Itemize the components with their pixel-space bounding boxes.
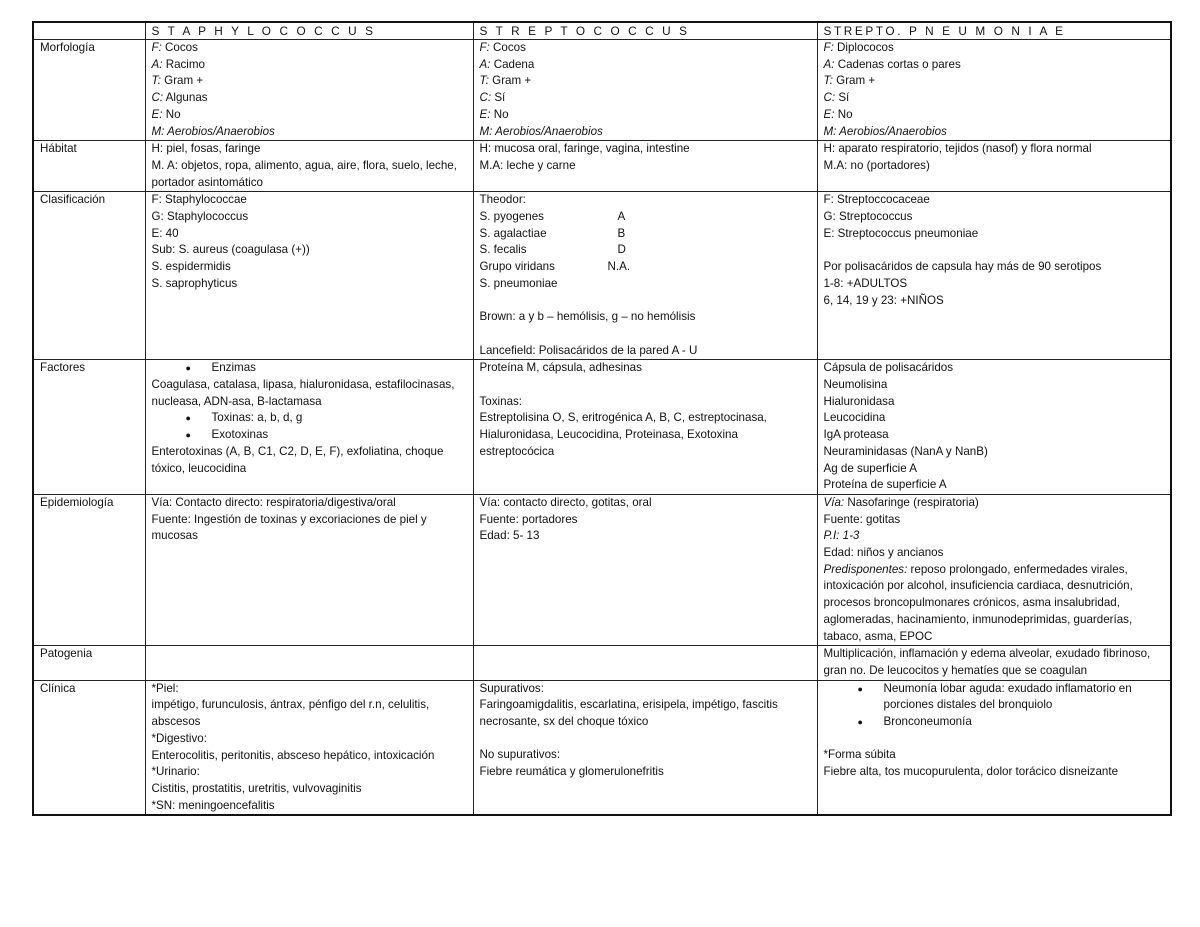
cell-factores-staph: ● Enzimas Coagulasa, catalasa, lipasa, hialuronidasa, estafilocinasas, nucleasa, ADN-asa, B-lactamasa ● Toxinas: a, b, d, g ● Exotoxinas Enterotoxinas (A, B, C1, C2, D, E, F), exfoliatina, choque tóxico, leucocidina (145, 360, 473, 495)
row-label-clasificacion: Clasificación (33, 192, 145, 360)
header-streptococcus: S T R E P T O C O C C U S (473, 22, 817, 40)
bullet-exotoxinas: ● Exotoxinas (152, 427, 467, 444)
row-label-habitat: Hábitat (33, 141, 145, 192)
cell-clinica-pneumo: ● Neumonía lobar aguda: exudado inflamatorio en porciones distales del bronquiolo ● Bronconeumonía *Forma súbita Fiebre alta, tos mucopurulenta, dolor torácico disneizante (817, 680, 1171, 815)
row-clasificacion (33, 192, 1171, 360)
row-label-factores: Factores (33, 360, 145, 495)
cell-clasificacion-staph: F: Staphylococcae G: Staphylococcus E: 40 Sub: S. aureus (coagulasa (+)) S. espidermidis S. saprophyticus (145, 192, 473, 360)
cell-patogenia-pneumo: Multiplicación, inflamación y edema alveolar, exudado fibrinoso, gran no. De leucocitos y hematíes que se coagulan (817, 646, 1171, 680)
cell-habitat-strep: H: mucosa oral, faringe, vagina, intestine M.A: leche y carne (473, 141, 817, 192)
cell-factores-pneumo: Cápsula de polisacáridos Neumolisina Hialuronidasa Leucocidina IgA proteasa Neuraminidasas (NanA y NanB) Ag de superficie A Proteína de superficie A (817, 360, 1171, 495)
comparison-table (32, 21, 1172, 816)
bullet-bronconeumonia: ● Bronconeumonía (824, 714, 1165, 731)
header-strepto-pneumoniae: STREPTO. P N E U M O N I A E (817, 22, 1171, 40)
header-staphylococcus: S T A P H Y L O C O C C U S (145, 22, 473, 40)
row-epidemiologia (33, 494, 1171, 645)
cell-clinica-staph: *Piel: impétigo, furunculosis, ántrax, pénfigo del r.n, celulitis, abscesos *Digestivo: Enterocolitis, peritonitis, absceso hepático, intoxicación *Urinario: Cistitis, prostatitis, uretritis, vulvovaginitis *SN: meningoencefalitis (145, 680, 473, 815)
row-morfologia (33, 40, 1171, 141)
row-label-morfologia: Morfología (33, 40, 145, 141)
row-clinica (33, 680, 1171, 815)
cell-morfologia-strep: F: Cocos A: Cadena T: Gram + C: Sí E: No M: Aerobios/Anaerobios (473, 40, 817, 141)
bullet-enzimas: ● Enzimas (152, 360, 467, 377)
header-row (33, 22, 1171, 40)
cell-morfologia-pneumo: F: Diplococos A: Cadenas cortas o pares T: Gram + C: Sí E: No M: Aerobios/Anaerobios (817, 40, 1171, 141)
cell-epidemiologia-strep: Vía: contacto directo, gotitas, oral Fuente: portadores Edad: 5- 13 (473, 494, 817, 645)
bullet-neumonia-lobar: ● Neumonía lobar aguda: exudado inflamatorio en porciones distales del bronquiolo (824, 681, 1165, 714)
row-label-patogenia: Patogenia (33, 646, 145, 680)
cell-habitat-pneumo: H: aparato respiratorio, tejidos (nasof) y flora normal M.A: no (portadores) (817, 141, 1171, 192)
row-label-epidemiologia: Epidemiología (33, 494, 145, 645)
cell-clasificacion-pneumo: F: Streptoccocaceae G: Streptococcus E: Streptococcus pneumoniae Por polisacáridos de capsula hay más de 90 serotipos 1-8: +ADULTOS 6, 14, 19 y 23: +NIÑOS (817, 192, 1171, 360)
cell-morfologia-staph: F: Cocos A: Racimo T: Gram + C: Algunas E: No M: Aerobios/Anaerobios (145, 40, 473, 141)
cell-habitat-staph: H: piel, fosas, faringe M. A: objetos, ropa, alimento, agua, aire, flora, suelo, leche, portador asintomático (145, 141, 473, 192)
cell-epidemiologia-pneumo: Vía: Nasofaringe (respiratoria) Fuente: gotitas P.I: 1-3 Edad: niños y ancianos Predisponentes: reposo prolongado, enfermedades virales, intoxicación por alcohol, insuficiencia cardiaca, desnutrición, procesos broncopulmonares crónicos, asma insalubridad, aglomeradas, hacinamiento, inmunodeprimidas, guarderías, tabaco, asma, EPOC (817, 494, 1171, 645)
row-patogenia (33, 646, 1171, 680)
cell-factores-strep: Proteína M, cápsula, adhesinas Toxinas: Estreptolisina O, S, eritrogénica A, B, C, estreptocinasa, Hialuronidasa, Leucocidina, Proteinasa, Exotoxina estreptocócica (473, 360, 817, 495)
cell-clinica-strep: Supurativos: Faringoamigdalitis, escarlatina, erisipela, impétigo, fascitis necrosante, sx del choque tóxico No supurativos: Fiebre reumática y glomerulonefritis (473, 680, 817, 815)
cell-patogenia-staph (145, 646, 473, 680)
cell-epidemiologia-staph: Vía: Contacto directo: respiratoria/digestiva/oral Fuente: Ingestión de toxinas y excoriaciones de piel y mucosas (145, 494, 473, 645)
row-habitat (33, 141, 1171, 192)
cell-clasificacion-strep: Theodor: S. pyogenes A S. agalactiae B S. fecalis D Grupo viridans N.A. S. pneumoniae Brown: a y b – hemólisis, g – no hemólisis Lancefield: Polisacáridos de la pared A - U (473, 192, 817, 360)
header-empty (33, 22, 145, 40)
row-label-clinica: Clínica (33, 680, 145, 815)
row-factores (33, 360, 1171, 495)
bullet-toxinas: ● Toxinas: a, b, d, g (152, 410, 467, 427)
cell-patogenia-strep (473, 646, 817, 680)
